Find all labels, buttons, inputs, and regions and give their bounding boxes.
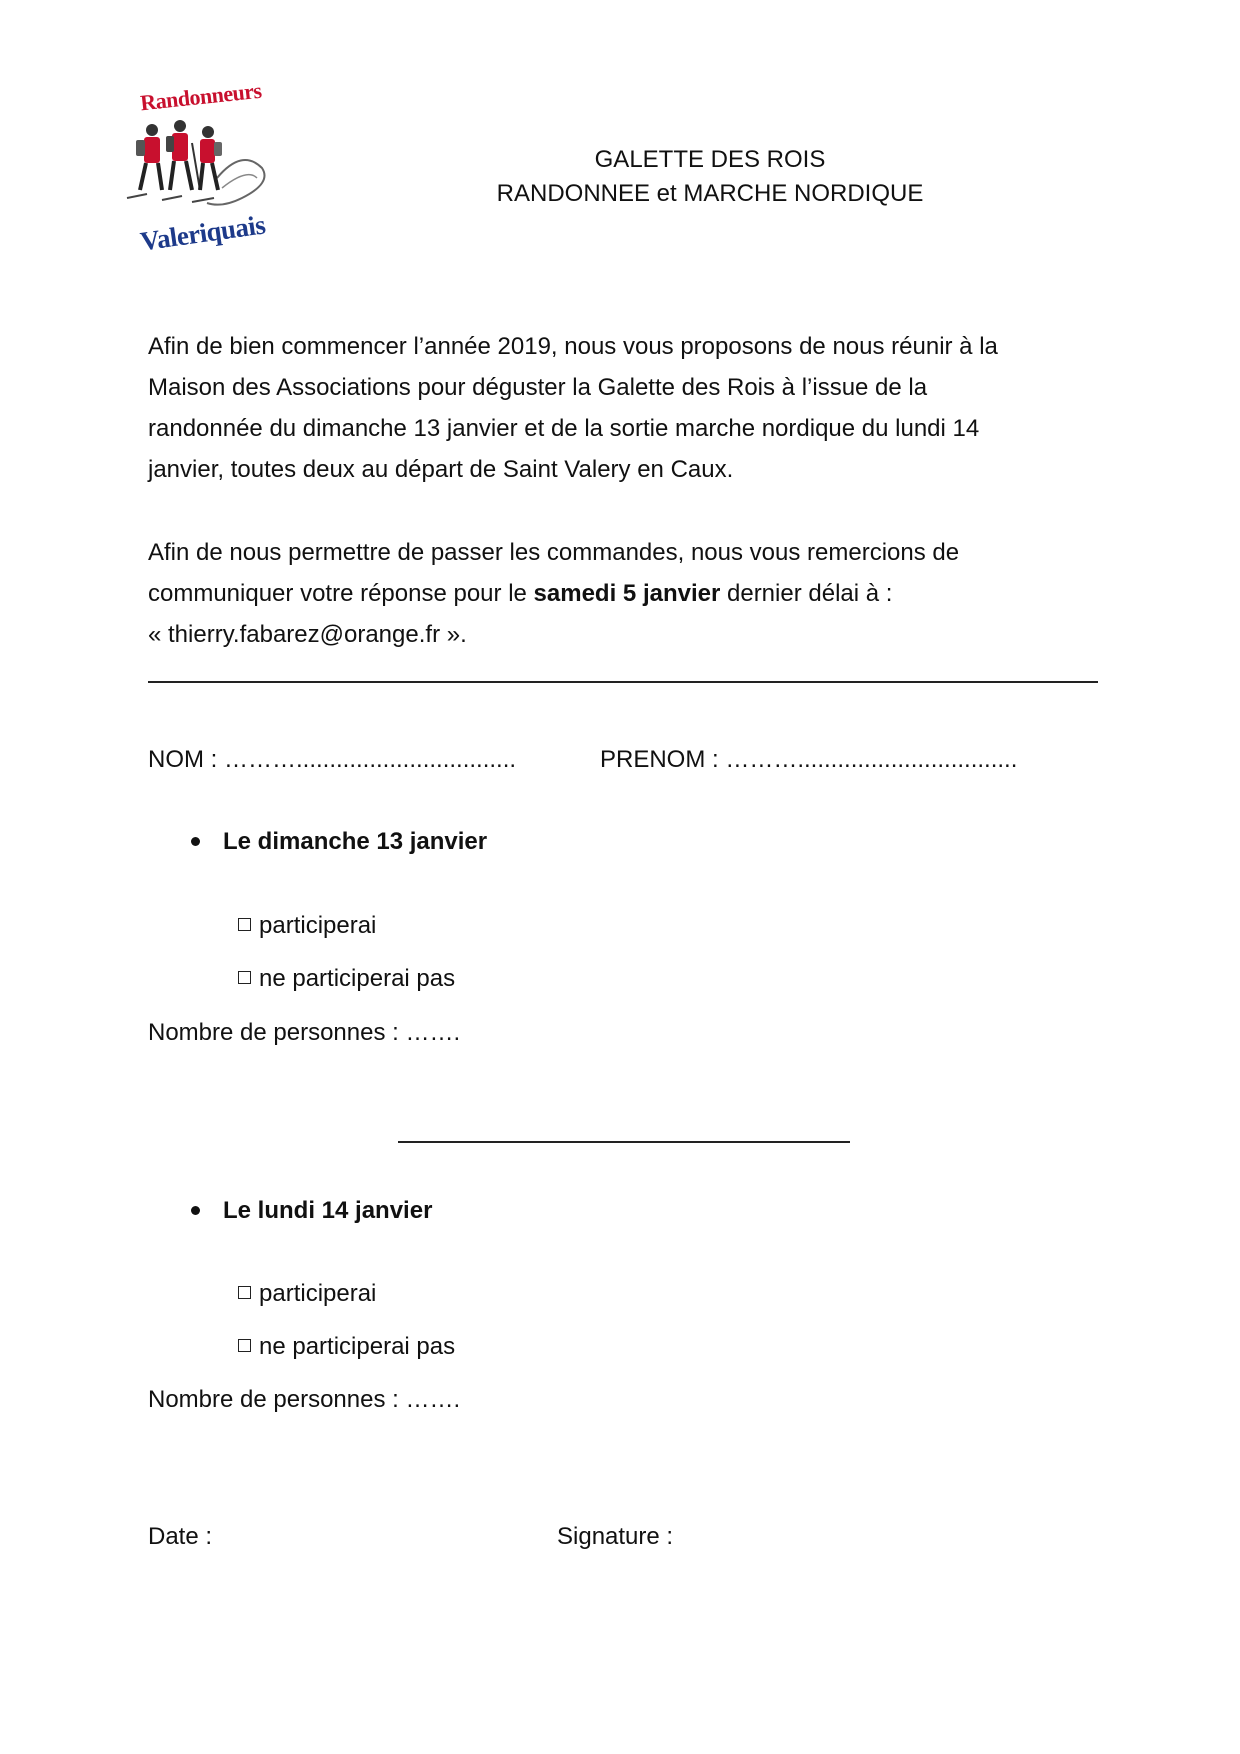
option-label: ne participerai pas	[259, 1333, 456, 1360]
order-note-line	[148, 573, 1108, 614]
option-not-participate-monday[interactable]	[238, 1332, 455, 1362]
title-line-2: RANDONNEE et MARCHE NORDIQUE	[496, 180, 924, 207]
order-note-text: communiquer votre réponse pour le	[148, 580, 534, 607]
intro-line: janvier, toutes deux au départ de Saint Valery en Caux.	[148, 456, 734, 483]
section-heading-monday: Le lundi 14 janvier	[223, 1197, 433, 1224]
section-divider	[398, 1141, 850, 1143]
separator-line	[148, 681, 1098, 683]
title-line-1: GALETTE DES ROIS	[594, 146, 826, 173]
checkbox-icon[interactable]	[238, 918, 251, 931]
order-note-paragraph	[148, 532, 1108, 655]
intro-line: Afin de bien commencer l’année 2019, nous vous proposons de nous réunir à la	[148, 333, 998, 360]
club-logo	[122, 77, 272, 270]
checkbox-icon[interactable]	[238, 971, 251, 984]
bullet-icon	[191, 837, 200, 846]
option-label: participerai	[259, 1280, 377, 1307]
option-participate-monday[interactable]	[238, 1279, 376, 1309]
order-note-line: Afin de nous permettre de passer les commandes, nous vous remercions de	[148, 539, 960, 566]
contact-email: « thierry.fabarez@orange.fr ».	[148, 621, 467, 648]
checkbox-icon[interactable]	[238, 1286, 251, 1299]
section-heading-sunday: Le dimanche 13 janvier	[223, 828, 488, 855]
logo-bottom-text: Valeriquais	[138, 209, 267, 257]
intro-paragraph	[148, 326, 1108, 490]
option-label: participerai	[259, 912, 377, 939]
date-field[interactable]: Date :	[148, 1523, 213, 1550]
people-count-sunday[interactable]: Nombre de personnes : …….	[148, 1019, 461, 1046]
document-title	[330, 143, 1090, 211]
option-participate-sunday[interactable]	[238, 911, 376, 941]
logo-top-text: Randonneurs	[138, 77, 263, 116]
option-label: ne participerai pas	[259, 965, 456, 992]
checkbox-icon[interactable]	[238, 1339, 251, 1352]
nom-field[interactable]: NOM : ……….................................	[148, 746, 517, 773]
intro-line: randonnée du dimanche 13 janvier et de la sortie marche nordique du lundi 14	[148, 415, 980, 442]
order-note-text: dernier délai à :	[720, 580, 893, 607]
signature-field[interactable]: Signature :	[557, 1523, 674, 1550]
hikers-illustration	[122, 108, 272, 228]
bullet-icon	[191, 1206, 200, 1215]
option-not-participate-sunday[interactable]	[238, 964, 455, 994]
prenom-field[interactable]: PRENOM : ……….................................	[600, 746, 1018, 773]
deadline-date: samedi 5 janvier	[533, 580, 721, 607]
intro-line: Maison des Associations pour déguster la Galette des Rois à l’issue de la	[148, 374, 928, 401]
people-count-monday[interactable]: Nombre de personnes : …….	[148, 1386, 461, 1413]
